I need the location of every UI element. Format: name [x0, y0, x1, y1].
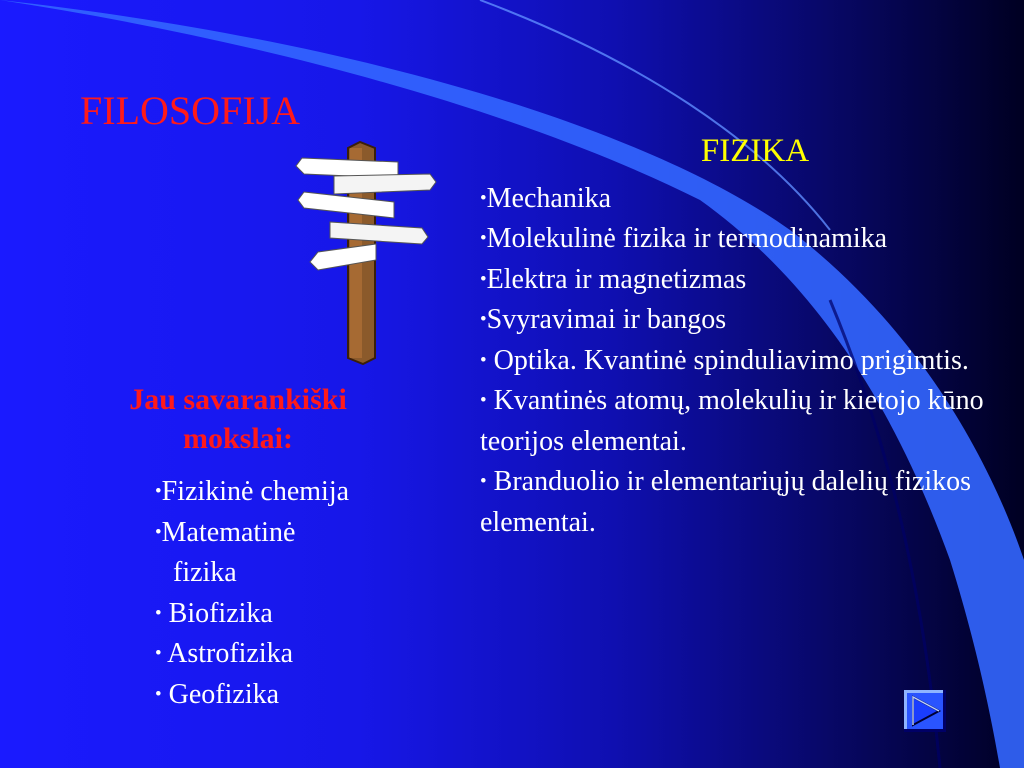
- physics-section: [480, 130, 1000, 543]
- bullet-icon: •: [155, 481, 162, 502]
- list-item-text: Astrofizika: [161, 638, 294, 669]
- bullet-icon: •: [480, 228, 487, 250]
- bullet-icon: •: [480, 309, 487, 331]
- list-item: [480, 260, 1000, 301]
- bullet-icon: •: [480, 471, 487, 493]
- list-item: [480, 462, 1000, 543]
- list-item: [480, 219, 1000, 260]
- list-item-text: Elektra ir magnetizmas: [486, 263, 747, 295]
- bullet-icon: •: [480, 390, 487, 412]
- list-item-text: Matematinė: [161, 516, 296, 548]
- list-item: [155, 594, 455, 635]
- left-list: [155, 472, 455, 715]
- list-item-text: Molekulinė fizika ir termodinamika: [486, 223, 888, 255]
- list-item-text: Mechanika: [486, 182, 612, 214]
- list-item: [480, 179, 1000, 220]
- bullet-icon: •: [155, 521, 162, 543]
- list-item-text: Geofizika: [161, 678, 280, 710]
- subtitle: Jau savarankiški mokslai:: [129, 383, 347, 455]
- list-item-text: Biofizika: [161, 597, 273, 629]
- signpost-icon: [290, 140, 450, 365]
- list-item: [155, 513, 455, 554]
- list-item: [480, 341, 1000, 382]
- list-item: [480, 300, 1000, 341]
- page-title: FILOSOFIJA: [80, 88, 301, 133]
- list-item-text: fizika: [173, 557, 237, 588]
- bullet-icon: •: [480, 187, 487, 209]
- list-item-text: Optika. Kvantinė spinduliavimo prigimtis.: [486, 344, 969, 376]
- bullet-icon: •: [480, 268, 487, 290]
- bullet-icon: •: [155, 602, 162, 624]
- bullet-icon: •: [155, 643, 162, 664]
- list-item: [155, 553, 455, 594]
- list-item: [155, 472, 455, 513]
- list-item: [155, 634, 455, 675]
- play-next-icon: [904, 690, 946, 732]
- list-item: [480, 381, 1000, 462]
- list-item-text: Branduolio ir elementariųjų dalelių fizikos elementai.: [480, 466, 972, 538]
- next-slide-button[interactable]: [904, 690, 946, 732]
- list-item-text: Fizikinė chemija: [161, 476, 350, 507]
- list-item-text: Svyravimai ir bangos: [486, 304, 727, 336]
- right-list: [480, 179, 1000, 544]
- bullet-icon: •: [480, 349, 487, 371]
- list-item: [155, 675, 455, 716]
- section-title: FIZIKA: [700, 133, 810, 169]
- list-item-text: Kvantinės atomų, molekulių ir kietojo kūno teorijos elementai.: [480, 385, 984, 457]
- bullet-icon: •: [155, 683, 162, 705]
